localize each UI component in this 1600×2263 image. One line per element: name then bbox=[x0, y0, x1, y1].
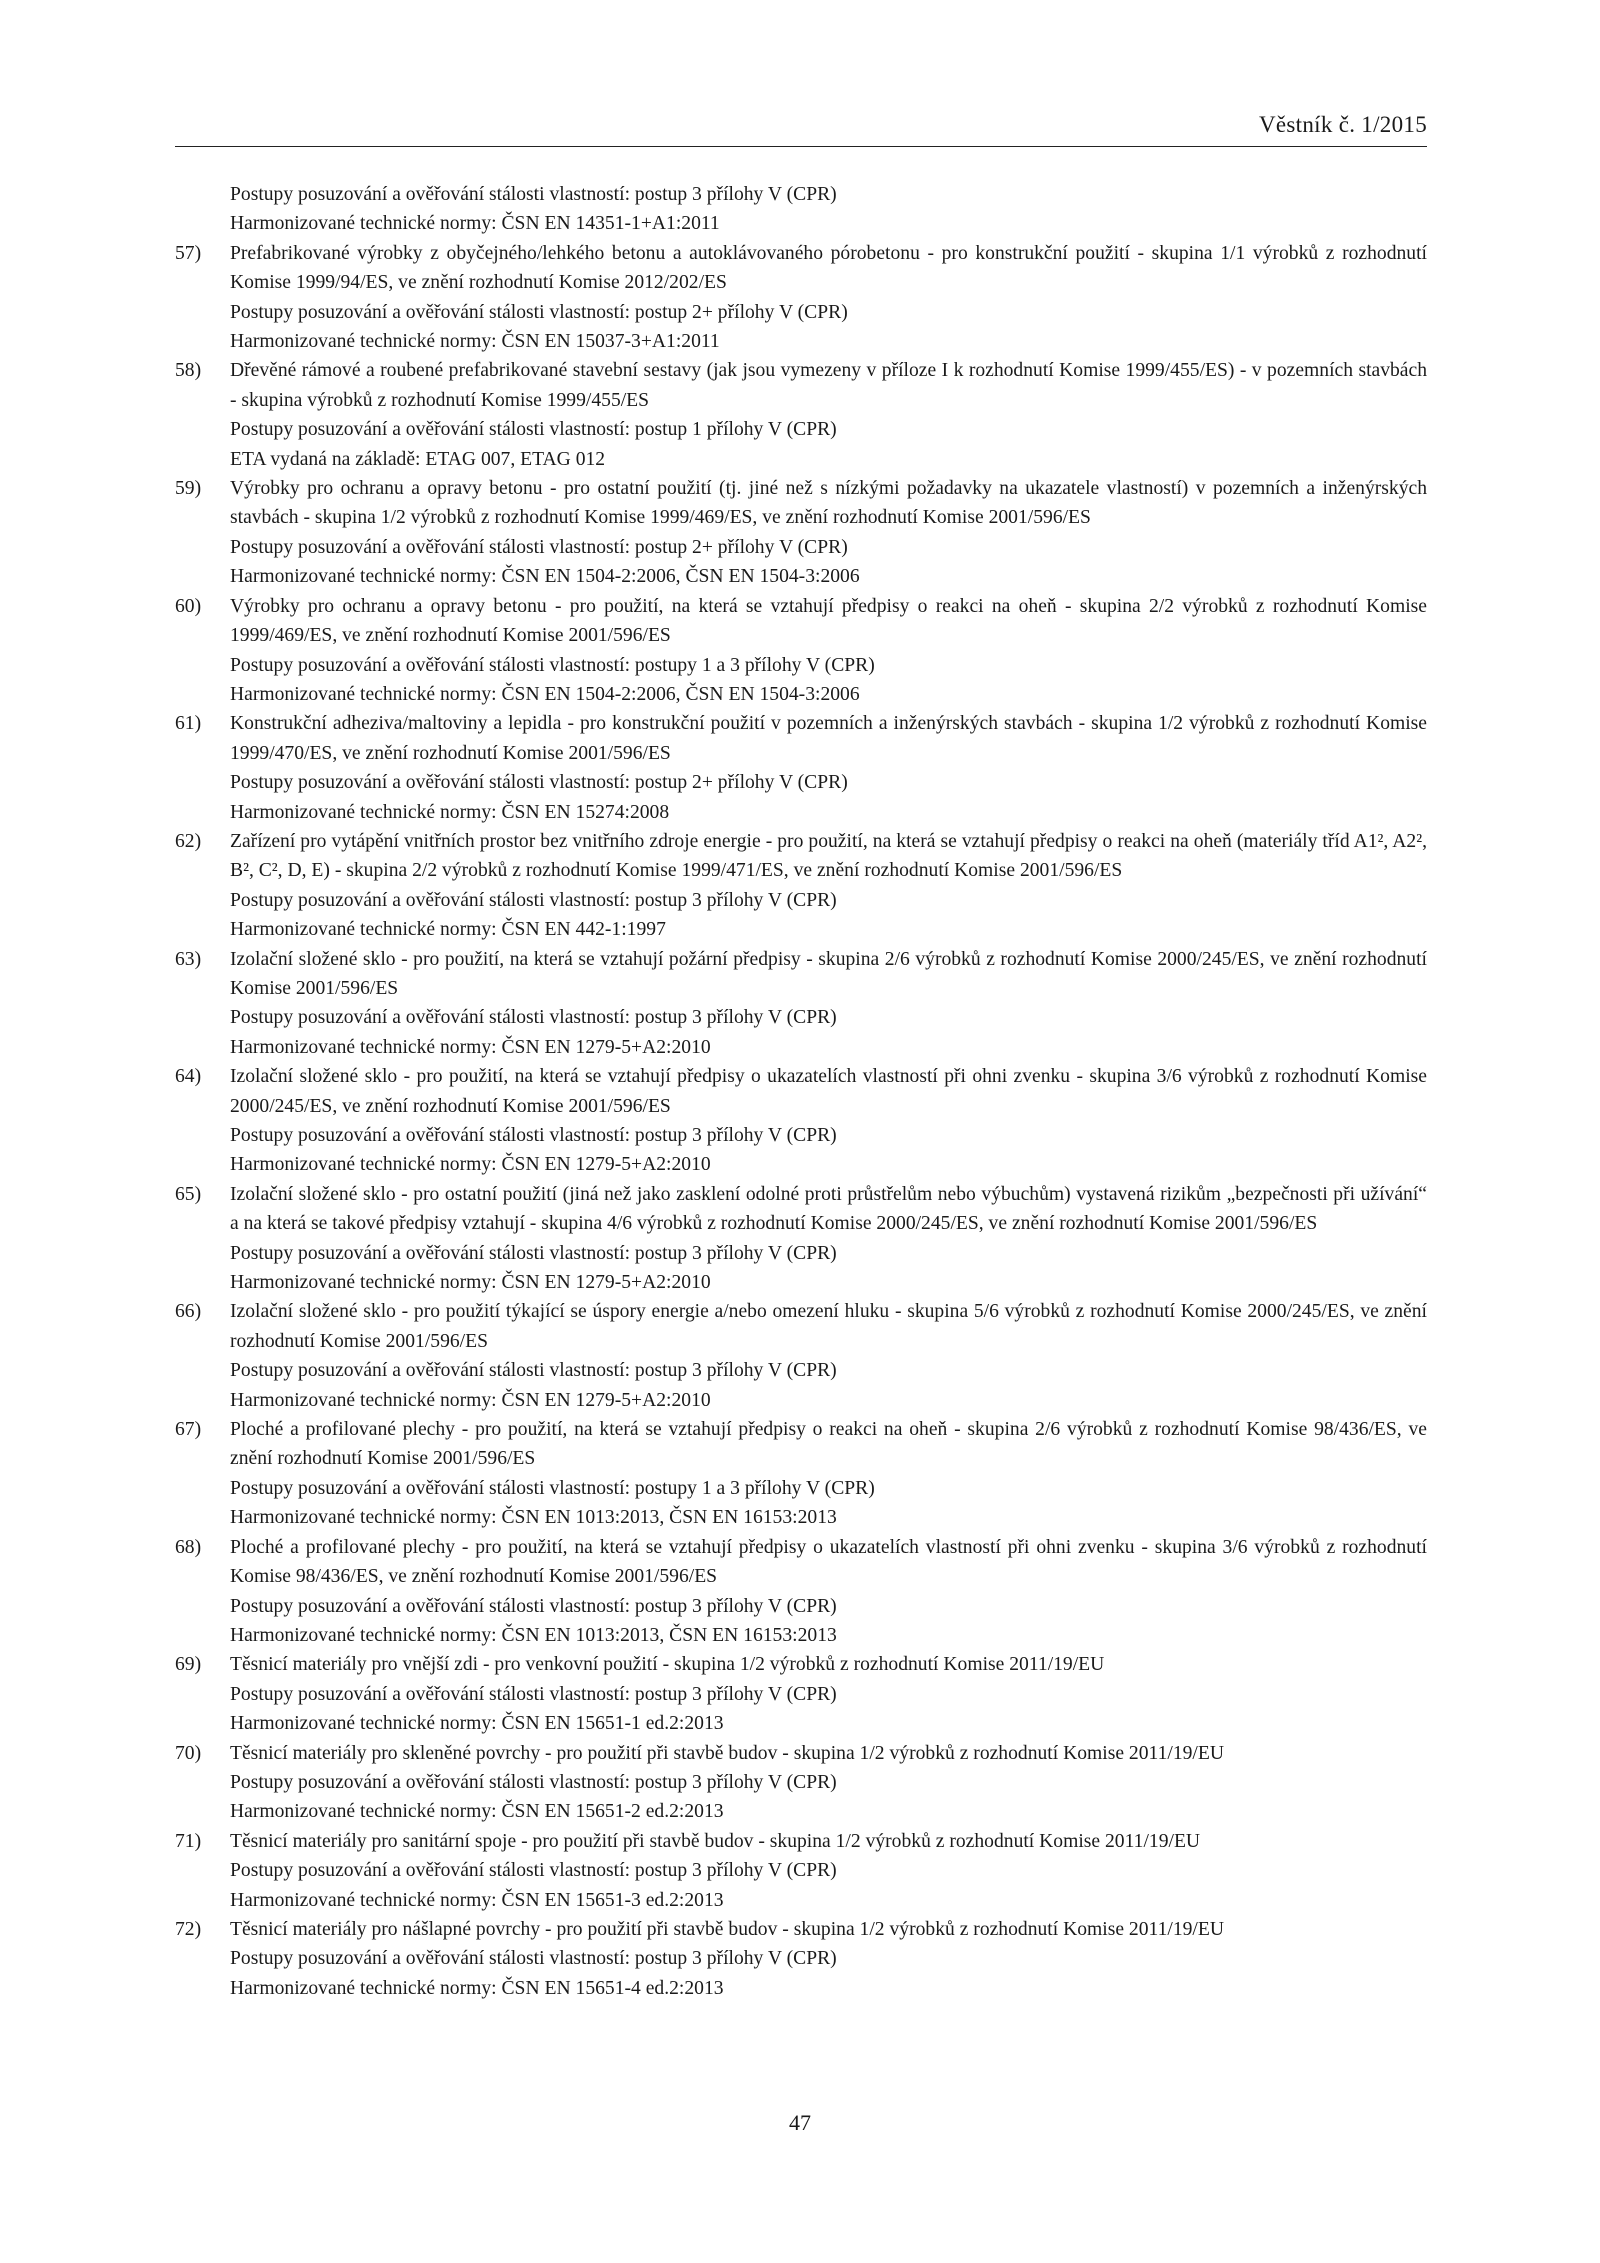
item-body bbox=[230, 1915, 1427, 2003]
item-description: Izolační složené sklo - pro ostatní použití (jiná než jako zasklení odolné proti průstřelům nebo výbuchům) vystavená rizikům „bezpečnosti při užívání“ a na která se takové předpisy vztahují - skupina 4/6 výrobků z rozhodnutí Komise 2000/245/ES, ve znění rozhodnutí Komise 2001/596/ES bbox=[230, 1183, 1427, 1235]
assessment-procedure: Postupy posuzování a ověřování stálosti vlastností: postup 1 přílohy V (CPR) bbox=[230, 419, 837, 441]
item-description: Izolační složené sklo - pro použití, na která se vztahují požární předpisy - skupina 2/6 výrobků z rozhodnutí Komise 2000/245/ES, ve znění rozhodnutí Komise 2001/596/ES bbox=[230, 948, 1427, 999]
standards-line: Harmonizované technické normy: ČSN EN 442-1:1997 bbox=[230, 919, 666, 941]
lead-block bbox=[175, 180, 1427, 239]
page-number: 47 bbox=[789, 2110, 811, 2135]
list-item bbox=[175, 709, 1427, 827]
standards-line: Harmonizované technické normy: ČSN EN 15274:2008 bbox=[230, 801, 670, 823]
item-number: 59) bbox=[175, 478, 202, 500]
assessment-procedure: Postupy posuzování a ověřování stálosti vlastností: postup 3 přílohy V (CPR) bbox=[230, 1948, 837, 1970]
item-number: 64) bbox=[175, 1066, 202, 1088]
item-body bbox=[230, 1827, 1427, 1915]
list-item bbox=[175, 1650, 1427, 1738]
item-number: 61) bbox=[175, 713, 202, 735]
item-body bbox=[230, 474, 1427, 592]
item-body bbox=[230, 239, 1427, 357]
item-description: Ploché a profilované plechy - pro použití, na která se vztahují předpisy o reakci na oheň - skupina 2/6 výrobků z rozhodnutí Komise 98/436/ES, ve znění rozhodnutí Komise 2001/596/ES bbox=[230, 1419, 1427, 1470]
assessment-procedure: Postupy posuzování a ověřování stálosti vlastností: postup 2+ přílohy V (CPR) bbox=[230, 772, 848, 794]
standards-line: Harmonizované technické normy: ČSN EN 15037-3+A1:2011 bbox=[230, 331, 720, 353]
standards-line: Harmonizované technické normy: ČSN EN 1279-5+A2:2010 bbox=[230, 1272, 711, 1294]
item-body bbox=[230, 592, 1427, 710]
list-item bbox=[175, 1915, 1427, 2003]
item-number: 67) bbox=[175, 1419, 202, 1441]
item-description: Izolační složené sklo - pro použití, na která se vztahují předpisy o ukazatelích vlastností při ohni zvenku - skupina 3/6 výrobků z rozhodnutí Komise 2000/245/ES, ve znění rozhodnutí Komise 2001/596/ES bbox=[230, 1066, 1427, 1117]
item-description: Ploché a profilované plechy - pro použití, na která se vztahují předpisy o ukazatelích vlastností při ohni zvenku - skupina 3/6 výrobků z rozhodnutí Komise 98/436/ES, ve znění rozhodnutí Komise 2001/596/ES bbox=[230, 1536, 1427, 1588]
assessment-procedure: Postupy posuzování a ověřování stálosti vlastností: postupy 1 a 3 přílohy V (CPR) bbox=[230, 654, 875, 676]
standards-line: Harmonizované technické normy: ČSN EN 1279-5+A2:2010 bbox=[230, 1154, 711, 1176]
item-body bbox=[230, 1533, 1427, 1651]
item-description: Těsnicí materiály pro nášlapné povrchy - pro použití při stavbě budov - skupina 1/2 výrobků z rozhodnutí Komise 2011/19/EU bbox=[230, 1918, 1224, 1940]
list-item bbox=[175, 1297, 1427, 1415]
item-number: 58) bbox=[175, 360, 202, 382]
item-number: 57) bbox=[175, 242, 202, 264]
standards-line: Harmonizované technické normy: ČSN EN 15651-3 ed.2:2013 bbox=[230, 1889, 724, 1911]
list-item bbox=[175, 1180, 1427, 1298]
item-number: 71) bbox=[175, 1830, 202, 1852]
item-number: 69) bbox=[175, 1654, 202, 1676]
list-item bbox=[175, 827, 1427, 945]
item-description: Konstrukční adheziva/maltoviny a lepidla - pro konstrukční použití v pozemních a inženýrských stavbách - skupina 1/2 výrobků z rozhodnutí Komise 1999/470/ES, ve znění rozhodnutí Komise 2001/596/ES bbox=[230, 713, 1427, 764]
item-body bbox=[230, 1180, 1427, 1298]
item-body bbox=[230, 945, 1427, 1063]
standards-line: Harmonizované technické normy: ČSN EN 1279-5+A2:2010 bbox=[230, 1389, 711, 1411]
item-body bbox=[230, 709, 1427, 827]
standards-line: Harmonizované technické normy: ČSN EN 15651-1 ed.2:2013 bbox=[230, 1713, 724, 1735]
item-number: 70) bbox=[175, 1742, 202, 1764]
item-description: Výrobky pro ochranu a opravy betonu - pro použití, na která se vztahují předpisy o reakci na oheň - skupina 2/2 výrobků z rozhodnutí Komise 1999/469/ES, ve znění rozhodnutí Komise 2001/596/ES bbox=[230, 595, 1427, 647]
item-body bbox=[230, 356, 1427, 474]
item-number: 68) bbox=[175, 1536, 202, 1558]
assessment-procedure: Postupy posuzování a ověřování stálosti vlastností: postup 3 přílohy V (CPR) bbox=[230, 1242, 837, 1264]
item-description: Těsnicí materiály pro vnější zdi - pro venkovní použití - skupina 1/2 výrobků z rozhodnutí Komise 2011/19/EU bbox=[230, 1654, 1105, 1676]
assessment-procedure: Postupy posuzování a ověřování stálosti vlastností: postup 3 přílohy V (CPR) bbox=[230, 1683, 837, 1705]
item-description: Výrobky pro ochranu a opravy betonu - pro ostatní použití (tj. jiné než s nízkými požadavky na ukazatele vlastností) v pozemních a inženýrských stavbách - skupina 1/2 výrobků z rozhodnutí Komise 1999/469/ES, ve znění rozhodnutí Komise 2001/596/ES bbox=[230, 478, 1427, 529]
item-body bbox=[230, 827, 1427, 945]
list-item bbox=[175, 1415, 1427, 1533]
assessment-procedure: Postupy posuzování a ověřování stálosti vlastností: postup 2+ přílohy V (CPR) bbox=[230, 536, 848, 558]
list-item bbox=[175, 592, 1427, 710]
journal-title: Věstník č. 1/2015 bbox=[1259, 112, 1427, 137]
assessment-procedure: Postupy posuzování a ověřování stálosti vlastností: postup 3 přílohy V (CPR) bbox=[230, 1860, 837, 1882]
lead-line: Postupy posuzování a ověřování stálosti vlastností: postup 3 přílohy V (CPR) bbox=[230, 184, 837, 205]
entry-list bbox=[175, 239, 1427, 2003]
standards-line: Harmonizované technické normy: ČSN EN 15651-2 ed.2:2013 bbox=[230, 1801, 724, 1823]
assessment-procedure: Postupy posuzování a ověřování stálosti vlastností: postup 3 přílohy V (CPR) bbox=[230, 1007, 837, 1029]
assessment-procedure: Postupy posuzování a ověřování stálosti vlastností: postup 2+ přílohy V (CPR) bbox=[230, 301, 848, 323]
page-header bbox=[175, 110, 1427, 147]
list-item bbox=[175, 1827, 1427, 1915]
list-item bbox=[175, 1062, 1427, 1180]
item-description: Dřevěné rámové a roubené prefabrikované stavební sestavy (jak jsou vymezeny v příloze I k rozhodnutí Komise 1999/455/ES) - v pozemních stavbách - skupina výrobků z rozhodnutí Komise 1999/455/ES bbox=[230, 360, 1427, 411]
assessment-procedure: Postupy posuzování a ověřování stálosti vlastností: postup 3 přílohy V (CPR) bbox=[230, 1771, 837, 1793]
item-number: 63) bbox=[175, 948, 202, 970]
item-description: Prefabrikované výrobky z obyčejného/lehkého betonu a autoklávovaného pórobetonu - pro konstrukční použití - skupina 1/1 výrobků z rozhodnutí Komise 1999/94/ES, ve znění rozhodnutí Komise 2012/202/ES bbox=[230, 242, 1427, 294]
list-item bbox=[175, 356, 1427, 474]
item-number: 60) bbox=[175, 595, 202, 617]
standards-line: Harmonizované technické normy: ČSN EN 1279-5+A2:2010 bbox=[230, 1036, 711, 1058]
list-item bbox=[175, 239, 1427, 357]
list-item bbox=[175, 1739, 1427, 1827]
standards-line: ETA vydaná na základě: ETAG 007, ETAG 012 bbox=[230, 448, 606, 470]
standards-line: Harmonizované technické normy: ČSN EN 1504-2:2006, ČSN EN 1504-3:2006 bbox=[230, 566, 860, 588]
standards-line: Harmonizované technické normy: ČSN EN 1013:2013, ČSN EN 16153:2013 bbox=[230, 1624, 837, 1646]
lead-line: Harmonizované technické normy: ČSN EN 14351-1+A1:2011 bbox=[230, 213, 720, 235]
assessment-procedure: Postupy posuzování a ověřování stálosti vlastností: postup 3 přílohy V (CPR) bbox=[230, 1125, 837, 1146]
assessment-procedure: Postupy posuzování a ověřování stálosti vlastností: postup 3 přílohy V (CPR) bbox=[230, 1595, 837, 1617]
assessment-procedure: Postupy posuzování a ověřování stálosti vlastností: postupy 1 a 3 přílohy V (CPR) bbox=[230, 1477, 875, 1499]
item-description: Těsnicí materiály pro sanitární spoje - pro použití při stavbě budov - skupina 1/2 výrobků z rozhodnutí Komise 2011/19/EU bbox=[230, 1830, 1201, 1852]
item-number: 62) bbox=[175, 830, 202, 852]
item-body bbox=[230, 1650, 1427, 1738]
item-body bbox=[230, 1739, 1427, 1827]
assessment-procedure: Postupy posuzování a ověřování stálosti vlastností: postup 3 přílohy V (CPR) bbox=[230, 1360, 837, 1382]
standards-line: Harmonizované technické normy: ČSN EN 15651-4 ed.2:2013 bbox=[230, 1977, 724, 1999]
item-body bbox=[230, 1415, 1427, 1533]
list-item bbox=[175, 945, 1427, 1063]
document-body bbox=[175, 180, 1427, 2003]
item-number: 72) bbox=[175, 1918, 202, 1940]
list-item bbox=[175, 474, 1427, 592]
item-description: Zařízení pro vytápění vnitřních prostor bez vnitřního zdroje energie - pro použití, na která se vztahují předpisy o reakci na oheň (materiály tříd A1², A2², B², C², D, E) - skupina 2/2 výrobků z rozhodnutí Komise 1999/471/ES, ve znění rozhodnutí Komise 2001/596/ES bbox=[230, 830, 1427, 882]
item-number: 65) bbox=[175, 1183, 202, 1205]
item-number: 66) bbox=[175, 1301, 202, 1323]
item-description: Izolační složené sklo - pro použití týkající se úspory energie a/nebo omezení hluku - skupina 5/6 výrobků z rozhodnutí Komise 2000/245/ES, ve znění rozhodnutí Komise 2001/596/ES bbox=[230, 1301, 1427, 1352]
item-description: Těsnicí materiály pro skleněné povrchy - pro použití při stavbě budov - skupina 1/2 výrobků z rozhodnutí Komise 2011/19/EU bbox=[230, 1742, 1224, 1764]
list-item bbox=[175, 1533, 1427, 1651]
item-body bbox=[230, 1062, 1427, 1180]
item-body bbox=[230, 1297, 1427, 1415]
standards-line: Harmonizované technické normy: ČSN EN 1504-2:2006, ČSN EN 1504-3:2006 bbox=[230, 683, 860, 705]
standards-line: Harmonizované technické normy: ČSN EN 1013:2013, ČSN EN 16153:2013 bbox=[230, 1507, 837, 1529]
assessment-procedure: Postupy posuzování a ověřování stálosti vlastností: postup 3 přílohy V (CPR) bbox=[230, 889, 837, 911]
